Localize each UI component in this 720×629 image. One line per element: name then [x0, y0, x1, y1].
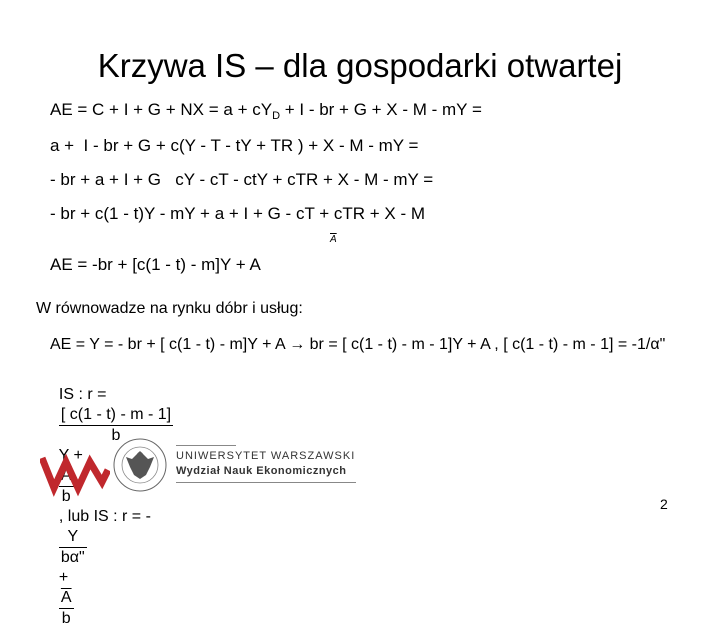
faculty-name: Wydział Nauk Ekonomicznych: [176, 465, 347, 477]
wne-logo-icon: [40, 440, 110, 500]
equation-line-2: a + I - br + G + c(Y - T - tY + TR ) + X - M - mY =: [50, 136, 419, 155]
university-name: UNIWERSYTET WARSZAWSKI: [176, 450, 356, 462]
fraction-1: $\frac{[ c(1 - t) - m - 1]}{b}$: [60, 406, 172, 444]
equation-line-6: AE = Y = - br + [ c(1 - t) - m]Y + A → br = [ c(1 - t) - m - 1]Y + A , [ c(1 - t) - m - 1] = -1/α": [50, 336, 666, 353]
equation-line-1: AE = C + I + G + NX = $a + cY_D + I$ - br + G + X - M - mY =: [50, 100, 482, 122]
page-number: 2: [660, 496, 668, 512]
equilibrium-sentence: W równowadze na rynku dóbr i usług:: [36, 300, 303, 317]
fraction-4: $\frac{\overline{A}}{b}$: [60, 589, 72, 627]
equation-line-3: - br + a + I + G cY - cT - ctY + cTR + X - M - mY =: [50, 170, 434, 189]
fraction-3: $\frac{Y}{b\alpha"}$: [60, 528, 85, 566]
equation-line-7: IS : r = $\frac{[ c(1 - t) - m - 1]}{b}$ Y + $\frac{\overline{A}}{b}$ , lub IS : r = - $\frac{Y}{b\alpha"}$ + $\frac{\overline{A}}{b}$: [58, 386, 172, 627]
university-name-block: [176, 445, 366, 483]
autonomous-spending-label: $\overline{A}$: [330, 234, 337, 245]
fraction-2: $\frac{\overline{A}}{b}$: [60, 467, 72, 505]
slide-title: Krzywa IS – dla gospodarki otwartej: [97, 47, 623, 84]
equation-line-4: - br + c(1 - t)Y - mY + a + I + G - cT + cTR + X - M: [50, 204, 426, 223]
university-seal-icon: [112, 437, 168, 493]
equation-line-5: AE = -br + [c(1 - t) - m]Y + A: [50, 255, 261, 274]
